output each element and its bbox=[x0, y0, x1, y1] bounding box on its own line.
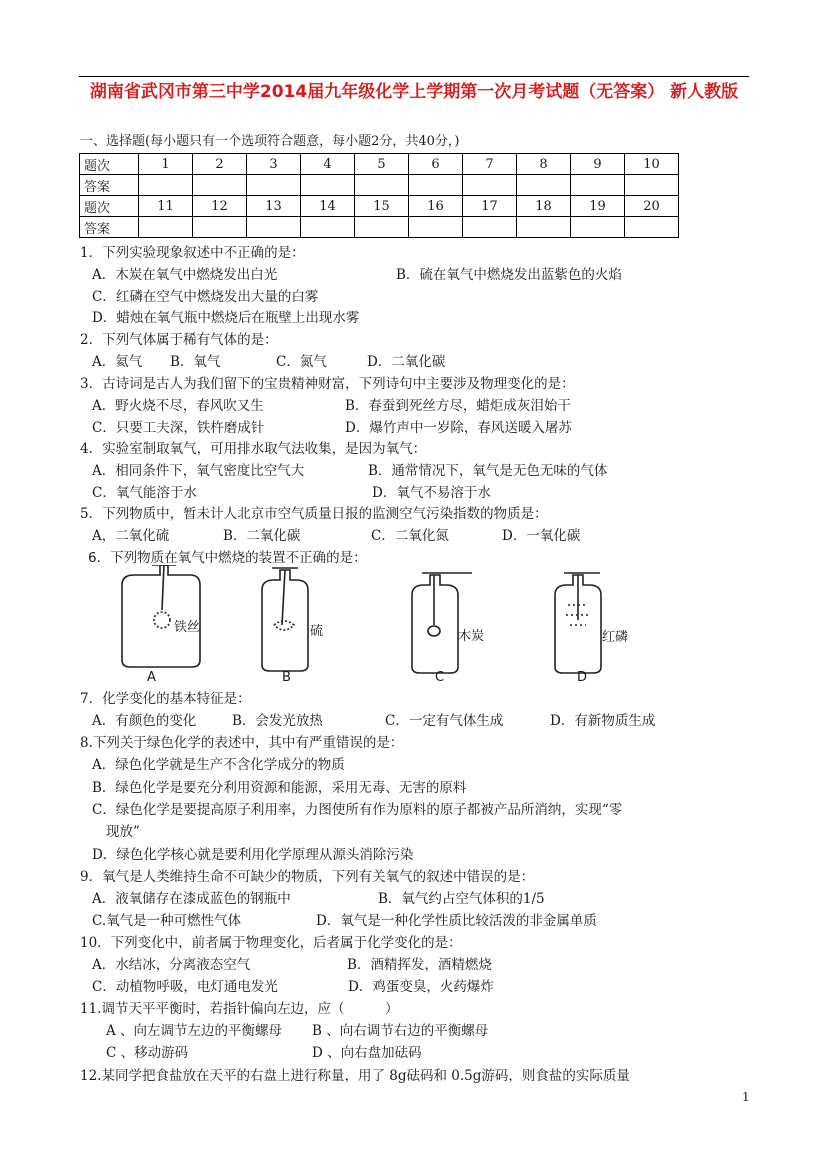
answer-cell[interactable] bbox=[463, 175, 517, 196]
answer-table bbox=[79, 153, 679, 238]
label-mutan: 木炭 bbox=[458, 629, 485, 644]
jar-letter-b: B bbox=[282, 670, 291, 685]
table-cell: 12 bbox=[193, 196, 247, 217]
jar-a bbox=[122, 565, 200, 667]
q9-option-a: A．液氧储存在漆成蓝色的钢瓶中 bbox=[92, 891, 291, 907]
table-cell: 14 bbox=[301, 196, 355, 217]
q11-option-d: D 、向右盘加砝码 bbox=[312, 1045, 422, 1061]
q7-option-a: A．有颜色的变化 bbox=[92, 713, 197, 729]
q9-option-b: B．氧气约占空气体积的1/5 bbox=[378, 891, 545, 907]
table-cell: 19 bbox=[571, 196, 625, 217]
jar-letter-d: D bbox=[577, 670, 588, 685]
q1-option-b: B．硫在氧气中燃烧发出蓝紫色的火焰 bbox=[396, 267, 622, 283]
table-cell: 8 bbox=[517, 154, 571, 175]
question-9-stem: 9．氧气是人类维持生命不可缺少的物质，下列有关氧气的叙述中错误的是： bbox=[80, 869, 535, 885]
table-cell: 16 bbox=[409, 196, 463, 217]
label-tiesi: 铁丝 bbox=[174, 620, 201, 635]
answer-cell[interactable] bbox=[301, 217, 355, 238]
table-cell: 6 bbox=[409, 154, 463, 175]
answer-cell[interactable] bbox=[409, 175, 463, 196]
question-3-stem: 3．古诗词是古人为我们留下的宝贵精神财富，下列诗句中主要涉及物理变化的是： bbox=[80, 376, 575, 392]
jar-d bbox=[555, 573, 601, 673]
table-cell: 4 bbox=[301, 154, 355, 175]
combustion-apparatus-figure bbox=[112, 565, 672, 685]
question-6-stem: 6．下列物质在氧气中燃烧的装置不正确的是： bbox=[88, 550, 367, 566]
section-heading: 一、选择题(每小题只有一个选项符合题意，每小题2分，共40分，) bbox=[80, 134, 460, 149]
q4-option-c: C．氧气能溶于水 bbox=[92, 485, 197, 501]
q10-option-b: B．酒精挥发，酒精燃烧 bbox=[347, 957, 492, 973]
table-cell: 11 bbox=[139, 196, 193, 217]
q8-option-c-cont: 现放” bbox=[106, 824, 140, 840]
table-row bbox=[80, 175, 679, 196]
q3-option-a: A．野火烧不尽，春风吹又生 bbox=[92, 398, 264, 414]
label-honglin: 红磷 bbox=[602, 630, 629, 645]
table-row bbox=[80, 196, 679, 217]
header-rule bbox=[79, 76, 749, 77]
answer-cell[interactable] bbox=[247, 217, 301, 238]
q8-option-d: D．绿色化学核心就是要利用化学原理从源头消除污染 bbox=[92, 847, 414, 863]
jar-c bbox=[412, 573, 472, 673]
q3-option-c: C．只要工夫深，铁杵磨成针 bbox=[92, 420, 265, 436]
table-cell: 9 bbox=[571, 154, 625, 175]
q5-option-a: A，二氧化硫 bbox=[92, 528, 170, 544]
q3-option-d: D．爆竹声中一岁除，春风送暖入屠苏 bbox=[345, 420, 572, 436]
table-cell: 17 bbox=[463, 196, 517, 217]
q11-option-c: C 、移动游码 bbox=[106, 1045, 189, 1061]
q9-option-d: D．氧气是一种化学性质比较活泼的非金属单质 bbox=[316, 913, 597, 929]
q5-option-c: C．二氧化氮 bbox=[371, 528, 449, 544]
q2-option-b: B．氧气 bbox=[170, 354, 221, 370]
q7-option-b: B．会发光放热 bbox=[232, 713, 323, 729]
row-label: 题次 bbox=[80, 154, 139, 175]
answer-cell[interactable] bbox=[625, 175, 679, 196]
q3-option-b: B．春蚕到死丝方尽，蜡炬成灰泪始干 bbox=[345, 398, 571, 414]
row-label: 答案 bbox=[80, 217, 139, 238]
answer-cell[interactable] bbox=[625, 217, 679, 238]
answer-cell[interactable] bbox=[193, 217, 247, 238]
label-liu: 硫 bbox=[310, 624, 324, 639]
q11-option-a: A 、向左调节左边的平衡螺母 bbox=[106, 1023, 283, 1039]
question-8-stem: 8.下列关于绿色化学的表述中，其中有严重错误的是： bbox=[80, 735, 404, 751]
table-cell: 10 bbox=[625, 154, 679, 175]
q2-option-a: A．氦气 bbox=[92, 354, 143, 370]
question-4-stem: 4．实验室制取氧气，可用排水取气法收集，是因为氧气： bbox=[80, 441, 427, 457]
table-cell: 18 bbox=[517, 196, 571, 217]
table-cell: 20 bbox=[625, 196, 679, 217]
q10-option-a: A．水结冰，分离液态空气 bbox=[92, 957, 251, 973]
row-label: 题次 bbox=[80, 196, 139, 217]
answer-cell[interactable] bbox=[247, 175, 301, 196]
q8-option-c: C．绿色化学是要提高原子利用率，力图使所有作为原料的原子都被产品所消纳，实现“零 bbox=[92, 802, 623, 818]
q4-option-b: B．通常情况下，氧气是无色无味的气体 bbox=[368, 463, 608, 479]
table-cell: 15 bbox=[355, 196, 409, 217]
q1-option-d: D．蜡烛在氧气瓶中燃烧后在瓶壁上出现水雾 bbox=[92, 310, 360, 326]
q8-option-a: A．绿色化学就是生产不含化学成分的物质 bbox=[92, 757, 345, 773]
q4-option-d: D．氧气不易溶于水 bbox=[372, 485, 491, 501]
q7-option-c: C．一定有气体生成 bbox=[385, 713, 504, 729]
question-12-stem: 12.某同学把食盐放在天平的右盘上进行称量，用了 8g砝码和 0.5g游码，则食盐的实际质量 bbox=[80, 1068, 630, 1084]
answer-cell[interactable] bbox=[355, 175, 409, 196]
q5-option-b: B．二氧化碳 bbox=[223, 528, 301, 544]
page-number: 1 bbox=[742, 1090, 750, 1104]
table-cell: 3 bbox=[247, 154, 301, 175]
q2-option-c: C．氮气 bbox=[276, 354, 327, 370]
answer-cell[interactable] bbox=[355, 217, 409, 238]
table-cell: 1 bbox=[139, 154, 193, 175]
question-10-stem: 10．下列变化中，前者属于物理变化，后者属于化学变化的是： bbox=[80, 935, 462, 951]
document-title: 湖南省武冈市第三中学2014届九年级化学上学期第一次月考试题（无答案） 新人教版 bbox=[89, 82, 739, 102]
question-7-stem: 7．化学变化的基本特征是： bbox=[80, 691, 251, 707]
question-1-stem: 1．下列实验现象叙述中不正确的是： bbox=[80, 245, 305, 261]
question-11-stem: 11.调节天平平衡时，若指针偏向左边，应（ ） bbox=[80, 1001, 399, 1017]
table-cell: 2 bbox=[193, 154, 247, 175]
jar-letter-c: C bbox=[435, 670, 445, 685]
answer-cell[interactable] bbox=[571, 217, 625, 238]
jar-letter-a: A bbox=[147, 670, 156, 685]
q7-option-d: D．有新物质生成 bbox=[550, 713, 656, 729]
answer-cell[interactable] bbox=[301, 175, 355, 196]
answer-cell[interactable] bbox=[193, 175, 247, 196]
table-row bbox=[80, 217, 679, 238]
q2-option-d: D．二氧化碳 bbox=[367, 354, 446, 370]
answer-cell[interactable] bbox=[517, 175, 571, 196]
answer-cell[interactable] bbox=[139, 217, 193, 238]
q10-option-c: C．动植物呼吸，电灯通电发光 bbox=[92, 979, 278, 995]
answer-cell[interactable] bbox=[409, 217, 463, 238]
answer-cell[interactable] bbox=[571, 175, 625, 196]
table-cell: 5 bbox=[355, 154, 409, 175]
row-label: 答案 bbox=[80, 175, 139, 196]
table-cell: 7 bbox=[463, 154, 517, 175]
q9-option-c: C.氧气是一种可燃性气体 bbox=[92, 913, 242, 929]
question-2-stem: 2．下列气体属于稀有气体的是： bbox=[80, 332, 278, 348]
jar-b bbox=[262, 568, 308, 671]
q4-option-a: A．相同条件下，氧气密度比空气大 bbox=[92, 463, 305, 479]
table-cell: 13 bbox=[247, 196, 301, 217]
answer-cell[interactable] bbox=[139, 175, 193, 196]
q5-option-d: D．一氧化碳 bbox=[502, 528, 581, 544]
q1-option-c: C．红磷在空气中燃烧发出大量的白雾 bbox=[92, 289, 319, 305]
q11-option-b: B 、向右调节右边的平衡螺母 bbox=[312, 1023, 489, 1039]
answer-cell[interactable] bbox=[463, 217, 517, 238]
question-5-stem: 5．下列物质中，暂未计人北京市空气质量日报的监测空气污染指数的物质是： bbox=[80, 506, 548, 522]
q10-option-d: D．鸡蛋变臭，火药爆炸 bbox=[348, 979, 494, 995]
answer-cell[interactable] bbox=[517, 217, 571, 238]
q1-option-a: A．木炭在氧气中燃烧发出白光 bbox=[92, 267, 278, 283]
table-row bbox=[80, 154, 679, 175]
q8-option-b: B．绿色化学是要充分利用资源和能源，采用无毒、无害的原料 bbox=[92, 780, 467, 796]
